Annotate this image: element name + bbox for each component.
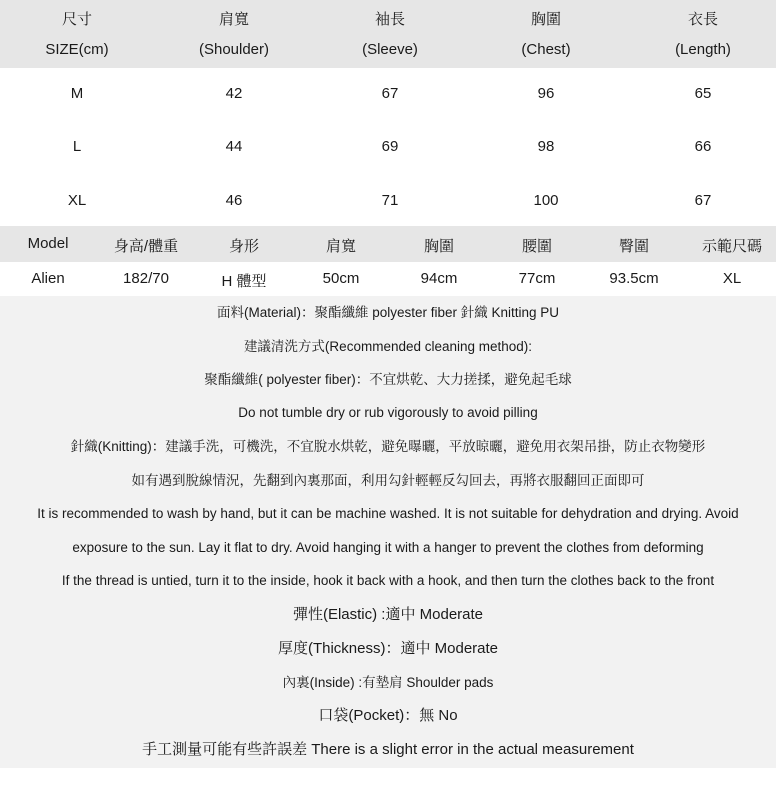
table-cell: 42 <box>225 85 243 102</box>
table-cell: 94cm <box>420 270 458 287</box>
cleaning-title: 建議清洗方式(Recommended cleaning method): <box>243 339 533 354</box>
thread-care-en: If the thread is untied, turn it to the inside, hook it back with a hook, and then turn the clothes back to the front <box>61 573 715 588</box>
table-cell: H 體型 <box>221 273 267 290</box>
table-cell: 44 <box>225 138 243 155</box>
table-cell: 71 <box>381 192 399 209</box>
header-hip: 臀圍 <box>618 238 650 255</box>
table-cell: XL <box>722 270 742 287</box>
table-cell: 65 <box>694 85 712 102</box>
table-cell: 93.5cm <box>609 270 659 287</box>
polyester-care-zh: 聚酯纖維( polyester fiber)：不宜烘乾、大力搓揉，避免起毛球 <box>204 372 572 387</box>
table-cell: 46 <box>225 192 243 209</box>
model-table-row <box>0 262 776 296</box>
table-cell: 100 <box>533 192 559 209</box>
wash-care-en-line1: It is recommended to wash by hand, but it can be machine washed. It is not suitable for dehydration and drying. Avoid <box>37 506 739 521</box>
product-notes <box>0 296 776 768</box>
header-waist: 腰圍 <box>521 238 553 255</box>
header-size-zh: 尺寸 <box>61 11 93 28</box>
size-table-body <box>0 68 776 226</box>
table-cell: 69 <box>381 138 399 155</box>
thickness-note: 厚度(Thickness)：適中 Moderate <box>277 640 499 657</box>
header-body-type: 身形 <box>228 238 260 255</box>
material-note: 面料(Material)：聚酯纖維 polyester fiber 針織 Knitting PU <box>216 305 560 320</box>
table-cell: M <box>70 85 84 102</box>
header-shoulder-en: (Shoulder) <box>198 41 270 58</box>
header-length-zh: 衣長 <box>687 11 719 28</box>
header-chest: 胸圍 <box>423 238 455 255</box>
model-table-header <box>0 226 776 262</box>
header-model: Model <box>27 235 69 252</box>
table-cell: 66 <box>694 138 712 155</box>
size-table-header <box>0 0 776 68</box>
table-cell: Alien <box>31 270 65 287</box>
header-shoulder-zh: 肩寬 <box>218 11 250 28</box>
header-sleeve-en: (Sleeve) <box>362 41 418 58</box>
table-cell: 77cm <box>518 270 556 287</box>
measurement-error-note: 手工測量可能有些許誤差 There is a slight error in the actual measurement <box>142 741 634 758</box>
header-sleeve-zh: 袖長 <box>374 11 406 28</box>
table-cell: 182/70 <box>123 270 169 287</box>
header-chest-zh: 胸圍 <box>530 11 562 28</box>
header-height-weight: 身高/體重 <box>113 238 179 255</box>
inside-note: 內裏(Inside) :有墊肩 Shoulder pads <box>282 675 494 690</box>
table-cell: L <box>72 138 82 155</box>
table-cell: 67 <box>381 85 399 102</box>
table-cell: 98 <box>537 138 555 155</box>
table-cell: 50cm <box>322 270 360 287</box>
table-cell: 67 <box>694 192 712 209</box>
polyester-care-en: Do not tumble dry or rub vigorously to avoid pilling <box>238 405 538 420</box>
knitting-care-zh: 針織(Knitting)：建議手洗，可機洗，不宜脫水烘乾，避免曝曬，平放晾曬，避免用衣架吊掛，防止衣物變形 <box>70 439 706 454</box>
pocket-note: 口袋(Pocket)：無 No <box>318 707 458 724</box>
header-demo-size: 示範尺碼 <box>701 238 763 255</box>
header-size-en: SIZE(cm) <box>45 41 109 58</box>
header-length-en: (Length) <box>675 41 731 58</box>
header-shoulder: 肩寬 <box>325 238 357 255</box>
header-chest-en: (Chest) <box>521 41 571 58</box>
elastic-note: 彈性(Elastic) :適中 Moderate <box>292 606 484 623</box>
thread-care-zh: 如有遇到脫線情況，先翻到內裏那面，利用勾針輕輕反勾回去，再將衣服翻回正面即可 <box>131 473 645 488</box>
wash-care-en-line2: exposure to the sun. Lay it flat to dry. Avoid hanging it with a hanger to prevent the clothes from deforming <box>72 540 704 555</box>
table-cell: 96 <box>537 85 555 102</box>
table-cell: XL <box>67 192 87 209</box>
